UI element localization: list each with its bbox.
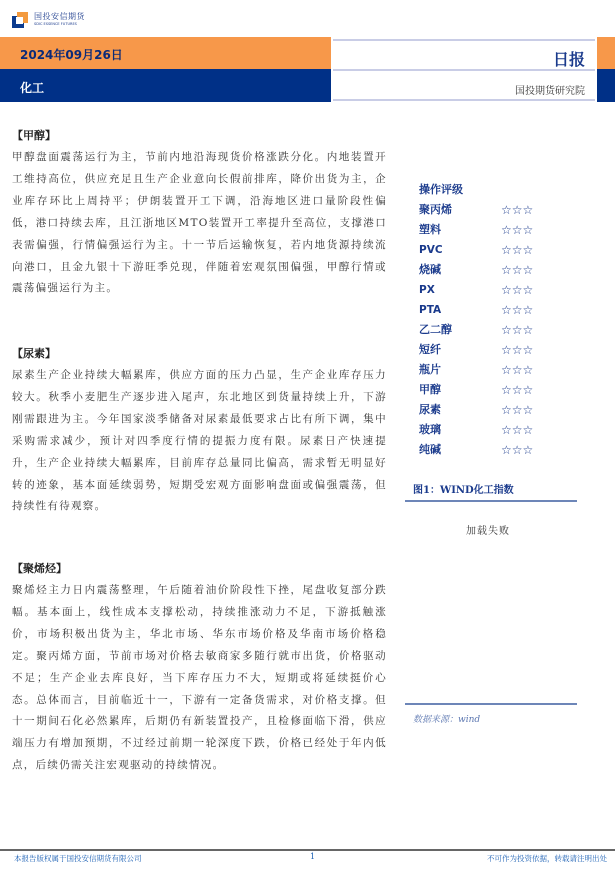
rating-row	[419, 380, 579, 400]
rating-row	[419, 440, 579, 460]
figure-load-failed-placeholder: 加载失败	[466, 526, 510, 537]
section-polyolefin	[12, 558, 387, 777]
divider	[333, 39, 595, 41]
star-rating-icon: ☆☆☆	[501, 243, 534, 257]
rating-row	[419, 240, 579, 260]
divider	[333, 99, 595, 101]
report-sector: 化工	[20, 81, 45, 95]
product-name: 玻璃	[419, 423, 441, 436]
product-name: 纯碱	[419, 443, 441, 456]
product-name: PX	[419, 284, 435, 296]
section-body: 尿素生产企业持续大幅累库，供应方面的压力凸显，生产企业库存压力较大。秋季小麦肥生产逐步进入尾声，东北地区到货量持续上升，下游刚需跟进为主。今年国家淡季储备对尿素最低要求占比有所下调，集中采购需求减少，预计对四季度行情的提振力度有限。尿素日产快速提升，生产企业持续大幅累库，目前库存总量同比偏高，需求暂无明显好转的迹象，基本面延续弱势，短期受宏观方面影响盘面或偏强震荡，但持续性有待观察。	[12, 369, 387, 513]
rating-row	[419, 340, 579, 360]
product-name: 烧碱	[419, 263, 441, 276]
header-title-box	[331, 37, 597, 102]
product-name: PVC	[419, 244, 443, 256]
operation-rating-table	[419, 180, 579, 460]
research-institute: 国投期货研究院	[515, 86, 585, 97]
star-rating-icon: ☆☆☆	[501, 343, 534, 357]
product-name: 乙二醇	[419, 323, 452, 336]
rating-row	[419, 260, 579, 280]
rating-row	[419, 420, 579, 440]
star-rating-icon: ☆☆☆	[501, 443, 534, 457]
logo-name-cn: 国投安信期货	[34, 12, 85, 22]
star-rating-icon: ☆☆☆	[501, 303, 534, 317]
rating-row	[419, 300, 579, 320]
section-body: 甲醇盘面震荡运行为主，节前内地沿海现货价格涨跌分化。内地装置开工维持高位，供应充足且生产企业意向长假前排库，降价出货为主，企业库存环比上周持平；伊朗装置开工下调，沿海地区进口量阶段性偏低，港口持续去库，且江浙地区MTO装置开工率提升至高位，支撑港口表需偏强，行情偏强运行为主。十一节后运输恢复，若内地货源持续流向港口，且金九银十下游旺季兑现，伴随着宏观氛围偏强，甲醇行情或震荡偏强运行为主。	[12, 151, 387, 295]
footer-copyright: 本报告版权属于国投安信期货有限公司	[14, 854, 142, 863]
star-rating-icon: ☆☆☆	[501, 283, 534, 297]
section-title: 【甲醇】	[12, 129, 56, 142]
footer-disclaimer: 不可作为投资依据，转载请注明出处	[487, 854, 607, 863]
product-name: 尿素	[419, 403, 441, 416]
section-title: 【聚烯烃】	[12, 562, 67, 575]
figure-source: 数据来源：wind	[413, 715, 481, 725]
section-title: 【尿素】	[12, 347, 56, 360]
report-type: 日报	[552, 50, 585, 69]
product-name: 甲醇	[419, 383, 441, 396]
star-rating-icon: ☆☆☆	[501, 363, 534, 377]
star-rating-icon: ☆☆☆	[501, 203, 534, 217]
product-name: 聚丙烯	[419, 203, 452, 216]
page-number: 1	[310, 852, 316, 861]
product-name: PTA	[419, 304, 442, 316]
figure-title: 图1：WIND化工指数	[413, 485, 514, 496]
star-rating-icon: ☆☆☆	[501, 403, 534, 417]
star-rating-icon: ☆☆☆	[501, 383, 534, 397]
section-body: 聚烯烃主力日内震荡整理，午后随着油价阶段性下挫，尾盘收复部分跌幅。基本面上，线性成本支撑松动，持续推涨动力不足，下游抵触涨价，市场积极出货为主，华北市场、华东市场价格及华南市场价格稳定。聚丙烯方面，节前市场对价格去敏商家多随行就市出货，价格驱动不足；生产企业去库良好，当下库存压力不大，短期或将延续挺价心态。总体而言，目前临近十一，下游有一定备货需求，对价格支撑。但十一期间石化必然累库，后期仍有新装置投产，且检修面临下滑，供应端压力有增加预期，不过经过前期一轮深度下跌，价格已经处于年内低点，后续仍需关注宏观驱动的持续情况。	[12, 584, 387, 772]
section-urea	[12, 343, 387, 518]
rating-row	[419, 200, 579, 220]
rating-row	[419, 320, 579, 340]
star-rating-icon: ☆☆☆	[501, 223, 534, 237]
logo-mark-icon	[12, 12, 28, 28]
section-methanol	[12, 125, 387, 300]
company-logo	[12, 12, 85, 28]
footer-divider	[0, 849, 615, 851]
product-name: 短纤	[419, 343, 441, 356]
report-date: 2024年09月26日	[20, 48, 123, 62]
product-name: 塑料	[419, 223, 441, 236]
star-rating-icon: ☆☆☆	[501, 263, 534, 277]
rating-row	[419, 280, 579, 300]
rating-row	[419, 360, 579, 380]
product-name: 瓶片	[419, 363, 441, 376]
divider	[333, 69, 595, 71]
star-rating-icon: ☆☆☆	[501, 423, 534, 437]
logo-name-en: SDIC ESSENCE FUTURES	[34, 22, 77, 27]
rating-row	[419, 400, 579, 420]
rating-row	[419, 220, 579, 240]
figure-top-rule	[405, 500, 577, 502]
figure-bottom-rule	[405, 703, 577, 705]
star-rating-icon: ☆☆☆	[501, 323, 534, 337]
rating-title: 操作评级	[419, 183, 463, 196]
